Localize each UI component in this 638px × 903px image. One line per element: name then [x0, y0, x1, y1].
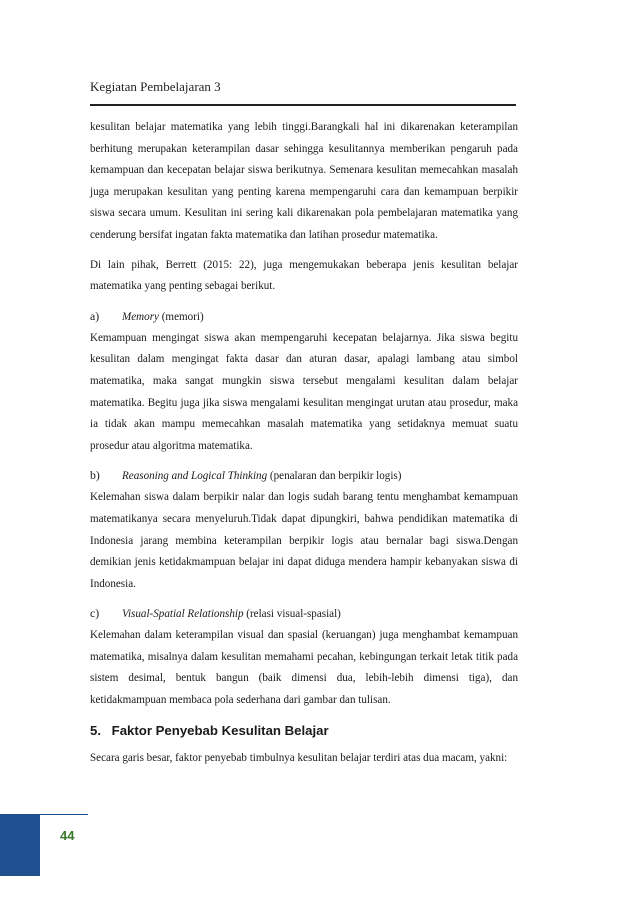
list-item-a-term: Memory [122, 310, 159, 323]
list-item-b-body: Kelemahan siswa dalam berpikir nalar dan logis sudah barang tentu menghambat kemampuan matematikanya secara menyeluruh.Tidak dapat dipungkiri, bahwa pendidikan matematika di Indonesia jarang membina keterampilan berpikir logis atau bernalar bagi siswa.Dengan demikian jenis ketidakmampuan belajar ini dapat diduga mendera hampir kebanyakan siswa di Indonesia. [90, 491, 518, 590]
list-item-b-gloss: (penalaran dan berpikir logis) [267, 470, 402, 483]
list-item-a-title [122, 307, 204, 329]
list-item-c-body: Kelemahan dalam keterampilan visual dan spasial (keruangan) juga menghambat kemampuan matematika, misalnya dalam kesulitan memahami pecahan, kebingungan terkait letak titik pada sistem desimal, bentuk bangun (baik dimensi dua, lebih-lebih dimensi tiga), dan ketidakmampuan membaca pola sederhana dari gambar dan tulisan. [90, 629, 518, 707]
list-item-b-heading [90, 465, 518, 487]
section-number: 5. [90, 722, 101, 738]
list-item-a-letter: a) [90, 308, 100, 323]
footer-accent-bar [0, 814, 40, 876]
list-item-a-body: Kemampuan mengingat siswa akan mempengaruhi kecepatan belajarnya. Jika siswa begitu kesulitan dalam mengingat fakta dasar dan aturan dasar, apalagi lambang atau simbol matematika, maka sangat mungkin siswa tersebut mengalami kesulitan dalam belajar matematika. Begitu juga jika siswa mengalami kesulitan mengingat urutan atau prosedur, maka ia tidak akan mampu memecahkan masalah matematika yang setidaknya memuat suatu prosedur atau algoritma matematika. [90, 331, 518, 452]
list-item-a-gloss: (memori) [158, 310, 204, 323]
list-item-a-heading [90, 306, 518, 328]
section-heading [90, 720, 518, 742]
paragraph-1: kesulitan belajar matematika yang lebih tinggi.Barangkali hal ini dikarenakan keterampilan berhitung merupakan keterampilan dasar sehingga kesulitannya memberikan pengaruh pada kemampuan dan kecepatan belajar siswa berikutnya. Semenara kesulitan memecahkan masalah juga merupakan kesulitan yang penting karena mempengaruhi cara dan kemampuan berpikir siswa secara umum. Kesulitan ini sering kali dikarenakan pola pembelajaran matematika yang cenderung bersifat ingatan fakta matematika dan latihan prosedur matematika. [90, 121, 518, 241]
paragraph-2: Di lain pihak, Berrett (2015: 22), juga mengemukakan beberapa jenis kesulitan belajar matematika yang penting sebagai berikut. [90, 258, 518, 293]
header-divider [90, 104, 516, 106]
list-item-b-title [122, 466, 401, 488]
list-item-c-letter: c) [90, 606, 100, 621]
list-item-b-term: Reasoning and Logical Thinking [122, 470, 268, 483]
page-header-title: Kegiatan Pembelajaran 3 [90, 79, 221, 94]
section-paragraph: Secara garis besar, faktor penyebab timbulnya kesulitan belajar terdiri atas dua macam, yakni: [90, 751, 508, 764]
list-item-c-gloss: (relasi visual-spasial) [243, 608, 341, 621]
page-number: 44 [60, 828, 75, 843]
list-item-b-letter: b) [90, 468, 100, 483]
list-item-c-term: Visual-Spatial Relationship [122, 608, 244, 621]
list-item-c-heading [90, 603, 518, 625]
document-body [90, 117, 518, 777]
section-title: Faktor Penyebab Kesulitan Belajar [111, 722, 329, 738]
footer-page-box [40, 814, 88, 877]
list-item-c-title [122, 604, 341, 626]
